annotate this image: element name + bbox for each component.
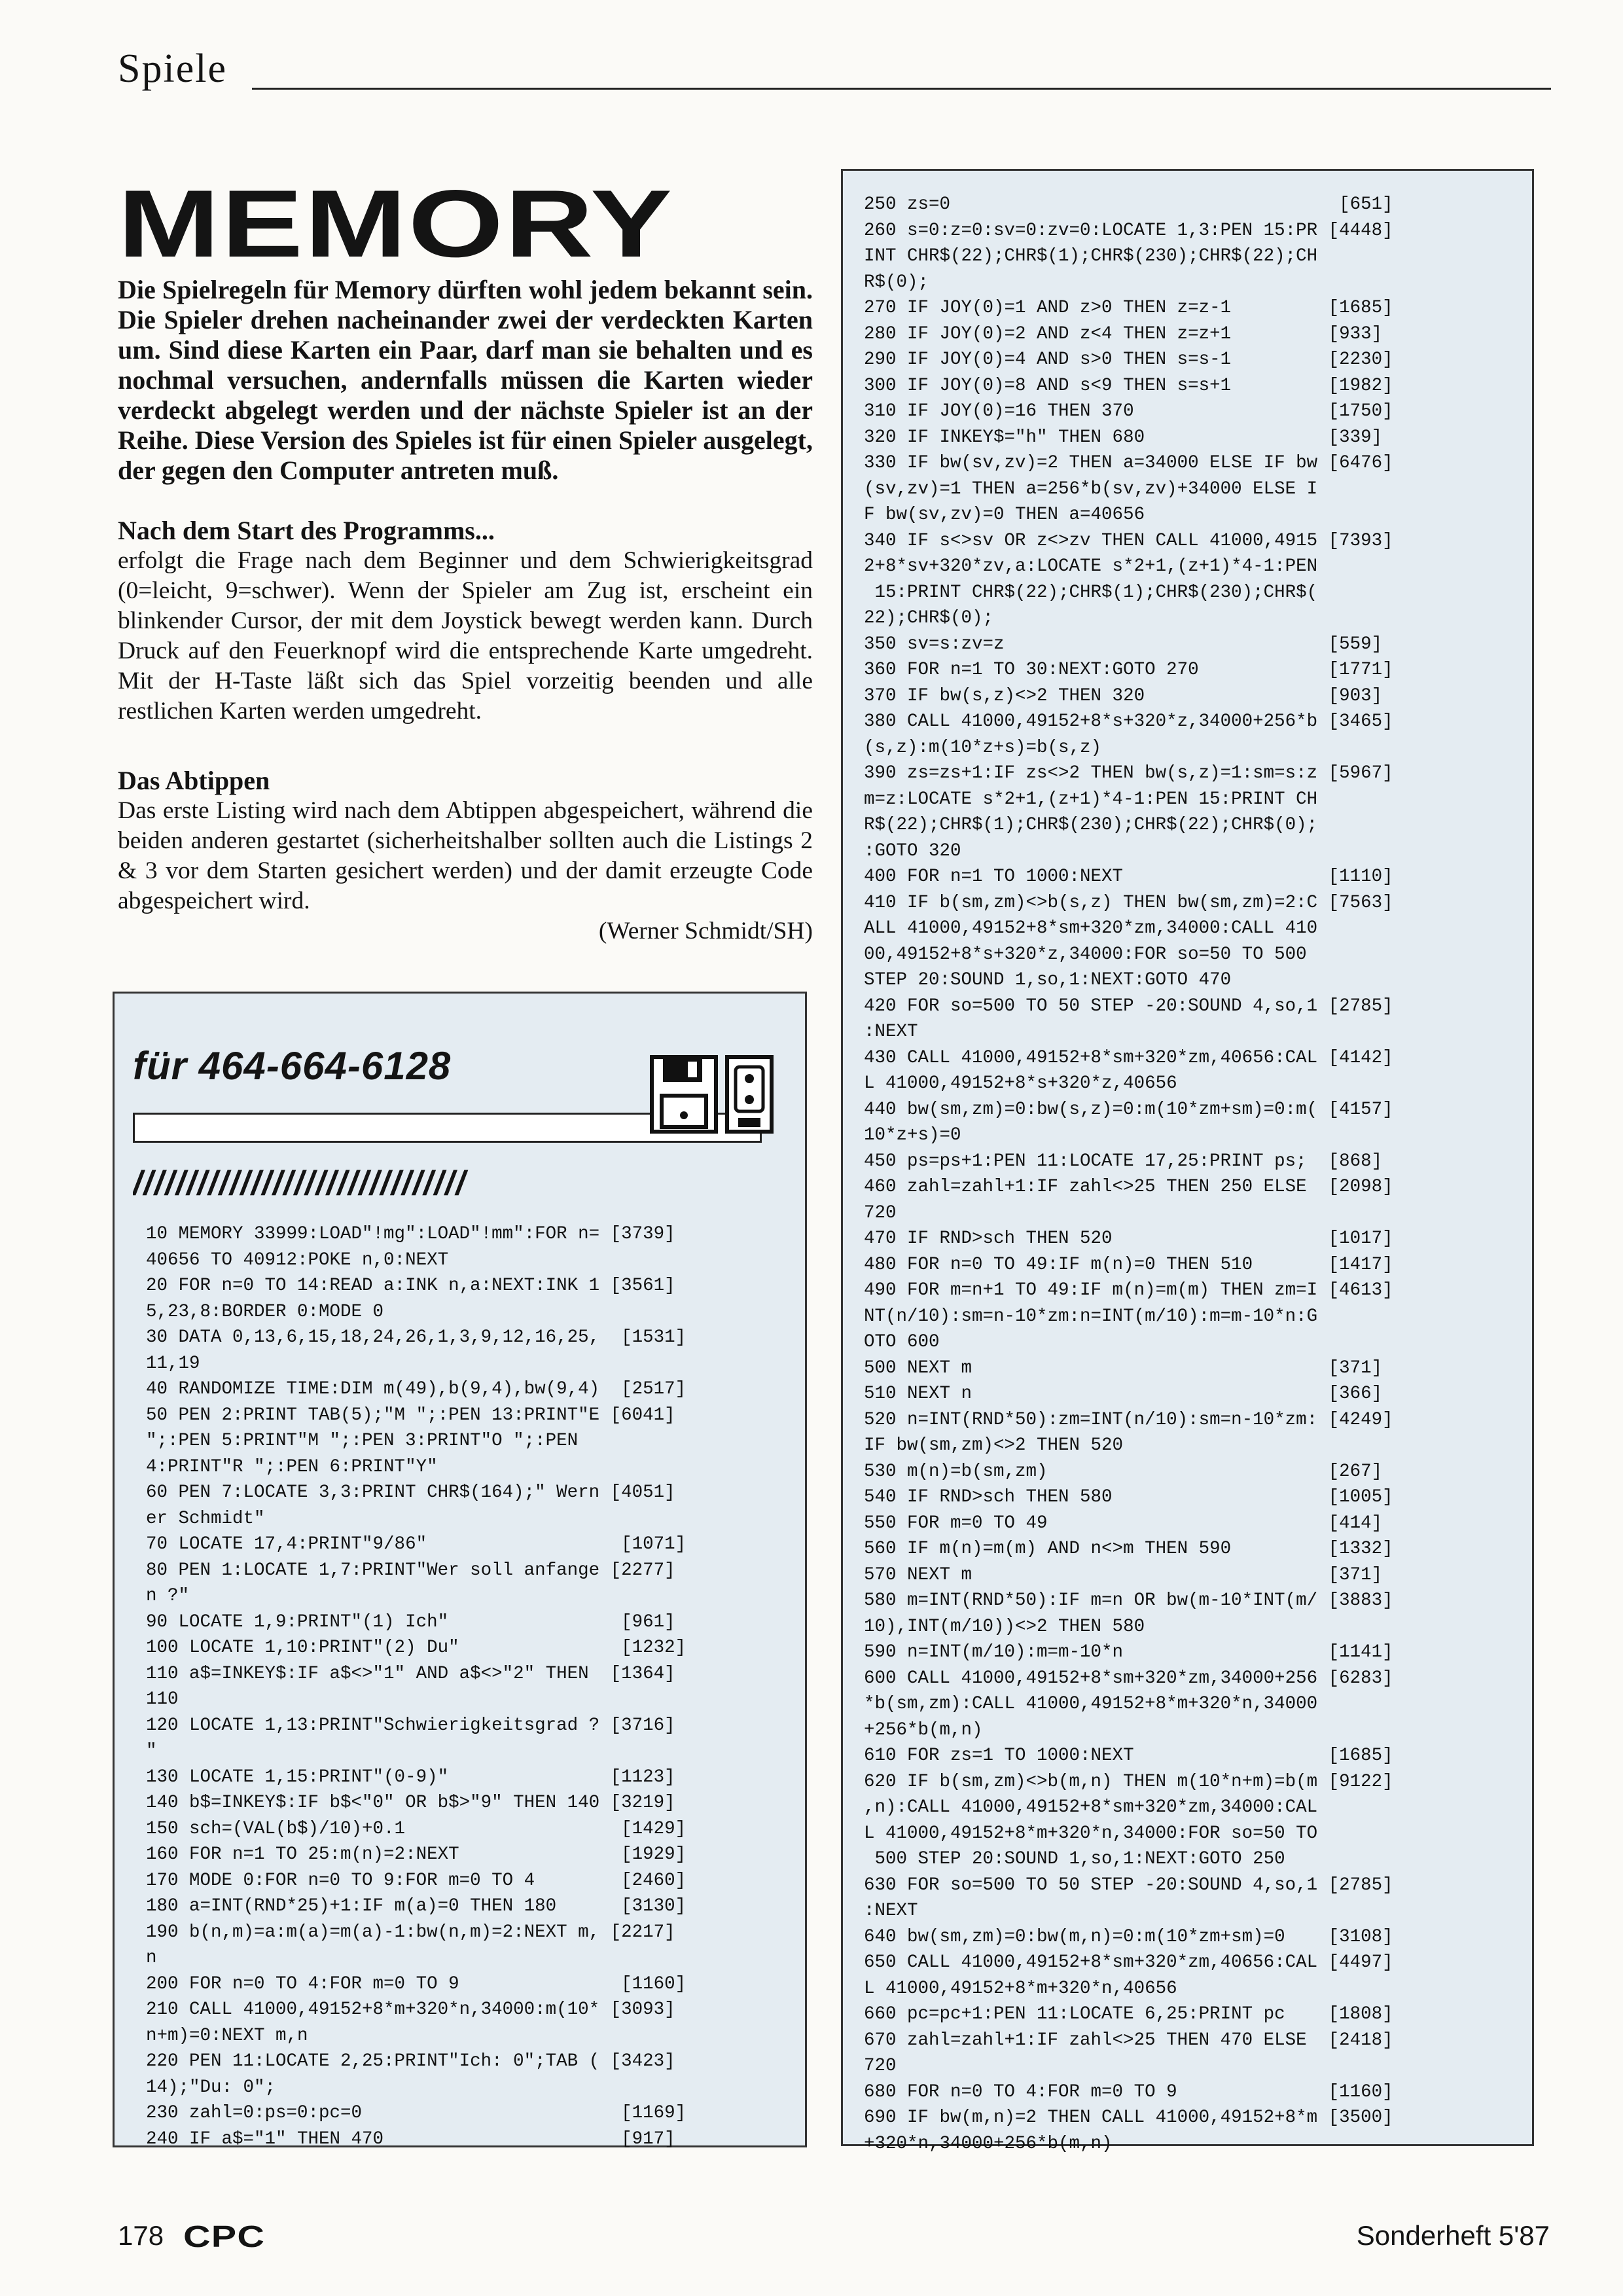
cassette-icon (725, 1055, 774, 1134)
section-text-start: erfolgt die Frage nach dem Beginner und dem Schwierigkeitsgrad (0=leicht, 9=schwer). Wenn der Spieler am Zug ist, erscheint ein blinkender Cursor, der mit dem Joystick bewegt werden kann. Durch Druck auf den Feuerknopf wird die entsprechende Karte umgedreht. Mit der H-Taste läßt sich das Spiel vorzeitig beenden und alle restlichen Karten werden umgedreht. (118, 547, 813, 725)
author-credit: (Werner Schmidt/SH) (598, 918, 813, 944)
listing-panel-left (113, 992, 807, 2147)
listing-panel-right (841, 169, 1534, 2154)
article-title: MEMORY (118, 170, 674, 277)
floppy-disk-icon (650, 1055, 718, 1134)
section-heading-typing: Das Abtippen (118, 766, 270, 795)
page-number: 178 (118, 2220, 164, 2251)
basic-listing-right: 250 zs=0 [651] 260 s=0:z=0:sv=0:zv=0:LOCATE 1,3:PEN 15:PR [4448] INT CHR$(22);CHR$(1);CHR$(230);CHR$(22);CH R$(0); 270 IF JOY(0)=1 AND z>0 THEN z=z-1 [1685] 280 IF JOY(0)=2 AND z<4 THEN z=z+1 [933] 290 IF JOY(0)=4 AND s>0 THEN s=s-1 [2230] 300 IF JOY(0)=8 AND s<9 THEN s=s+1 [1982] 310 IF JOY(0)=16 THEN 370 [1750] 320 IF INKEY$="h" THEN 680 [339] 330 IF bw(sv,zv)=2 THEN a=34000 ELSE IF bw [6476] (sv,zv)=1 THEN a=256*b(sv,zv)+34000 ELSE I F bw(sv,zv)=0 THEN a=40656 340 IF s<>sv OR z<>zv THEN CALL 41000,4915 [7393] 2+8*sv+320*zv,a:LOCATE s*2+1,(z+1)*4-1:PEN 15:PRINT CHR$(22);CHR$(1);CHR$(230);CHR$( 22);CHR$(0); 350 sv=s:zv=z [559] 360 FOR n=1 TO 30:NEXT:GOTO 270 [1771] 370 IF bw(s,z)<>2 THEN 320 [903] 380 CALL 41000,49152+8*s+320*z,34000+256*b [3465] (s,z):m(10*z+s)=b(s,z) 390 zs=zs+1:IF zs<>2 THEN bw(s,z)=1:sm=s:z [5967] m=z:LOCATE s*2+1,(z+1)*4-1:PEN 15:PRINT CH R$(22);CHR$(1);CHR$(230);CHR$(22);CHR$(0); :GOTO 320 400 FOR n=1 TO 1000:NEXT [1110] 410 IF b(sm,zm)<>b(s,z) THEN bw(sm,zm)=2:C [7563] ALL 41000,49152+8*sm+320*zm,34000:CALL 410 00,49152+8*s+320*z,34000:FOR so=50 TO 500 STEP 20:SOUND 1,so,1:NEXT:GOTO 470 420 FOR so=500 TO 50 STEP -20:SOUND 4,so,1 [2785] :NEXT 430 CALL 41000,49152+8*sm+320*zm,40656:CAL [4142] L 41000,49152+8*s+320*z,40656 440 bw(sm,zm)=0:bw(s,z)=0:m(10*zm+sm)=0:m( [4157] 10*z+s)=0 450 ps=ps+1:PEN 11:LOCATE 17,25:PRINT ps; [868] 460 zahl=zahl+1:IF zahl<>25 THEN 250 ELSE [2098] 720 470 IF RND>sch THEN 520 [1017] 480 FOR n=0 TO 49:IF m(n)=0 THEN 510 [1417] 490 FOR m=n+1 TO 49:IF m(n)=m(m) THEN zm=I [4613] NT(n/10):sm=n-10*zm:n=INT(m/10):m=m-10*n:G OTO 600 500 NEXT m [371] 510 NEXT n [366] 520 n=INT(RND*50):zm=INT(n/10):sm=n-10*zm: [4249] IF bw(sm,zm)<>2 THEN 520 530 m(n)=b(sm,zm) [267] 540 IF RND>sch THEN 580 [1005] 550 FOR m=0 TO 49 [414] 560 IF m(n)=m(m) AND n<>m THEN 590 [1332] 570 NEXT m [371] 580 m=INT(RND*50):IF m=n OR bw(m-10*INT(m/ [3883] 10),INT(m/10))<>2 THEN 580 590 n=INT(m/10):m=m-10*n [1141] 600 CALL 41000,49152+8*sm+320*zm,34000+256 [6283] *b(sm,zm):CALL 41000,49152+8*m+320*n,34000 +256*b(m,n) 610 FOR zs=1 TO 1000:NEXT [1685] 620 IF b(sm,zm)<>b(m,n) THEN m(10*n+m)=b(m [9122] ,n):CALL 41000,49152+8*sm+320*zm,34000:CAL L 41000,49152+8*m+320*n,34000:FOR so=50 TO 500 STEP 20:SOUND 1,so,1:NEXT:GOTO 250 630 FOR so=500 TO 50 STEP -20:SOUND 4,so,1 [2785] :NEXT 640 bw(sm,zm)=0:bw(m,n)=0:m(10*zm+sm)=0 [3108] 650 CALL 41000,49152+8*sm+320*zm,40656:CAL [4497] L 41000,49152+8*m+320*n,40656 660 pc=pc+1:PEN 11:LOCATE 6,25:PRINT pc [1808] 670 zahl=zahl+1:IF zahl<>25 THEN 470 ELSE [2418] 720 680 FOR n=0 TO 4:FOR m=0 TO 9 [1160] 690 IF bw(m,n)=2 THEN CALL 41000,49152+8*m [3500] +320*n,34000+256*b(m,n) (864, 194, 1393, 2154)
banner-label: für 464-664-6128 (133, 1044, 452, 1088)
section-header (118, 46, 1551, 98)
section-rule (252, 88, 1551, 90)
section-text-typing: Das erste Listing wird nach dem Abtippen abgespeichert, während die beiden anderen gestartet (sicherheitshalber sollten auch die Listings 2 & 3 vor dem Starten gesichert werden) und der damit erzeugte Code abgespeichert wird. (118, 797, 813, 914)
section-heading-start: Nach dem Start des Programms... (118, 516, 495, 545)
basic-listing-left: 10 MEMORY 33999:LOAD"!mg":LOAD"!mm":FOR n= [3739] 40656 TO 40912:POKE n,0:NEXT 20 FOR n=0 TO 14:READ a:INK n,a:NEXT:INK 1 [3561] 5,23,8:BORDER 0:MODE 0 30 DATA 0,13,6,15,18,24,26,1,3,9,12,16,25, [1531] 11,19 40 RANDOMIZE TIME:DIM m(49),b(9,4),bw(9,4) [2517] 50 PEN 2:PRINT TAB(5);"M ";:PEN 13:PRINT"E [6041] ";:PEN 5:PRINT"M ";:PEN 3:PRINT"O ";:PEN 4:PRINT"R ";:PEN 6:PRINT"Y" 60 PEN 7:LOCATE 3,3:PRINT CHR$(164);" Wern [4051] er Schmidt" 70 LOCATE 17,4:PRINT"9/86" [1071] 80 PEN 1:LOCATE 1,7:PRINT"Wer soll anfange [2277] n ?" 90 LOCATE 1,9:PRINT"(1) Ich" [961] 100 LOCATE 1,10:PRINT"(2) Du" [1232] 110 a$=INKEY$:IF a$<>"1" AND a$<>"2" THEN [1364] 110 120 LOCATE 1,13:PRINT"Schwierigkeitsgrad ? [3716] " 130 LOCATE 1,15:PRINT"(0-9)" [1123] 140 b$=INKEY$:IF b$<"0" OR b$>"9" THEN 140 [3219] 150 sch=(VAL(b$)/10)+0.1 [1429] 160 FOR n=1 TO 25:m(n)=2:NEXT [1929] 170 MODE 0:FOR n=0 TO 9:FOR m=0 TO 4 [2460] 180 a=INT(RND*25)+1:IF m(a)=0 THEN 180 [3130] 190 b(n,m)=a:m(a)=m(a)-1:bw(n,m)=2:NEXT m, [2217] n 200 FOR n=0 TO 4:FOR m=0 TO 9 [1160] 210 CALL 41000,49152+8*m+320*n,34000:m(10* [3093] n+m)=0:NEXT m,n 220 PEN 11:LOCATE 2,25:PRINT"Ich: 0";TAB ( [3423] 14);"Du: 0"; 230 zahl=0:ps=0:pc=0 [1169] 240 IF a$="1" THEN 470 [917] (146, 1224, 687, 2149)
magazine-logo: CPC (183, 2219, 266, 2253)
section-title: Spiele (118, 46, 227, 91)
decorative-slashes: /////////////////////////////// (133, 1164, 467, 1202)
issue-label: Sonderheft 5'87 (1356, 2220, 1550, 2251)
system-banner (133, 1030, 777, 1122)
intro-paragraph: Die Spielregeln für Memory dürften wohl jedem bekannt sein. Die Spieler drehen nacheinander zwei der verdeckten Karten um. Sind diese Karten ein Paar, darf man sie behalten und es nochmal versuchen, andernfalls müssen die Karten wieder verdeckt abgelegt werden und der nächste Spieler ist an der Reihe. Diese Version des Spieles ist für einen Spieler ausgelegt, der gegen den Computer antreten muß. (118, 275, 813, 485)
